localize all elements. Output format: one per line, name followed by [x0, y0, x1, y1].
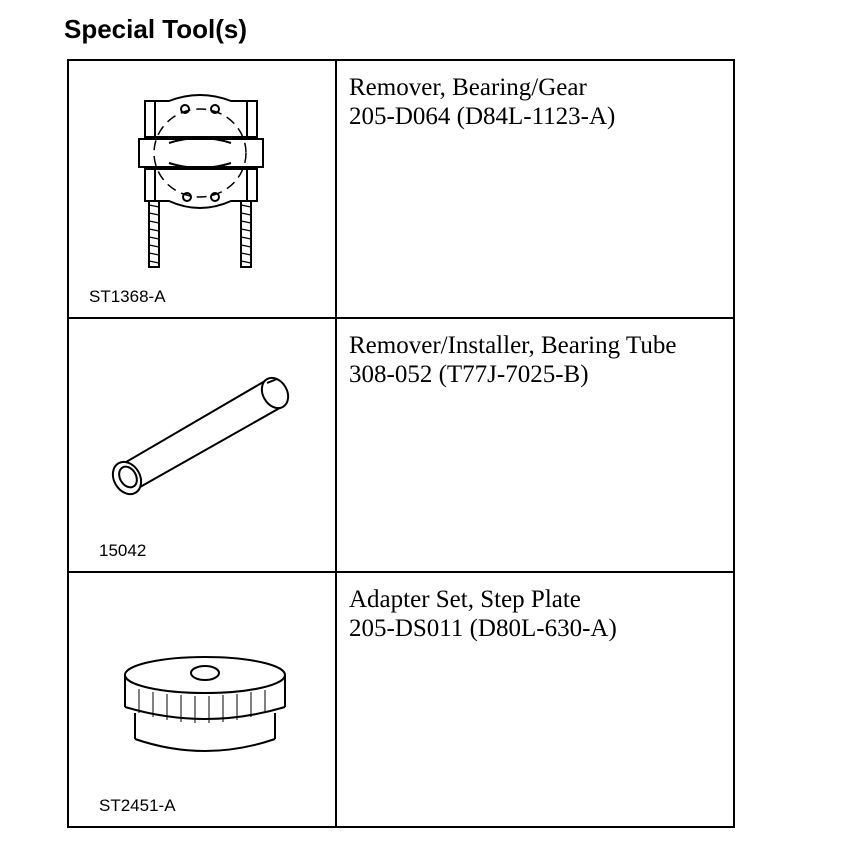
figure-id-label: ST2451-A — [99, 796, 176, 815]
tool-row — [68, 60, 734, 318]
bearing-tube-icon — [69, 319, 335, 571]
tool-name: Remover/Installer, Bearing Tube — [349, 332, 677, 359]
tool-name: Adapter Set, Step Plate — [349, 586, 581, 613]
bearing-gear-remover-icon — [69, 61, 335, 317]
tool-description-cell — [336, 572, 734, 827]
tool-name: Remover, Bearing/Gear — [349, 74, 587, 101]
tool-number: 308-052 (T77J-7025-B) — [349, 361, 589, 388]
tool-row — [68, 318, 734, 572]
tool-description-cell — [336, 60, 734, 318]
special-tools-table — [67, 59, 735, 828]
tool-number: 205-D064 (D84L-1123-A) — [349, 103, 616, 130]
tool-description-cell — [336, 318, 734, 572]
tool-row — [68, 572, 734, 827]
figure-id-label: ST1368-A — [89, 287, 166, 306]
tool-image-cell — [68, 318, 336, 572]
step-plate-adapter-icon — [69, 573, 335, 826]
figure-id-label: 15042 — [99, 541, 147, 560]
page-title: Special Tool(s) — [64, 14, 247, 44]
tool-image-cell — [68, 60, 336, 318]
tool-image-cell — [68, 572, 336, 827]
tool-number: 205-DS011 (D80L-630-A) — [349, 615, 617, 642]
